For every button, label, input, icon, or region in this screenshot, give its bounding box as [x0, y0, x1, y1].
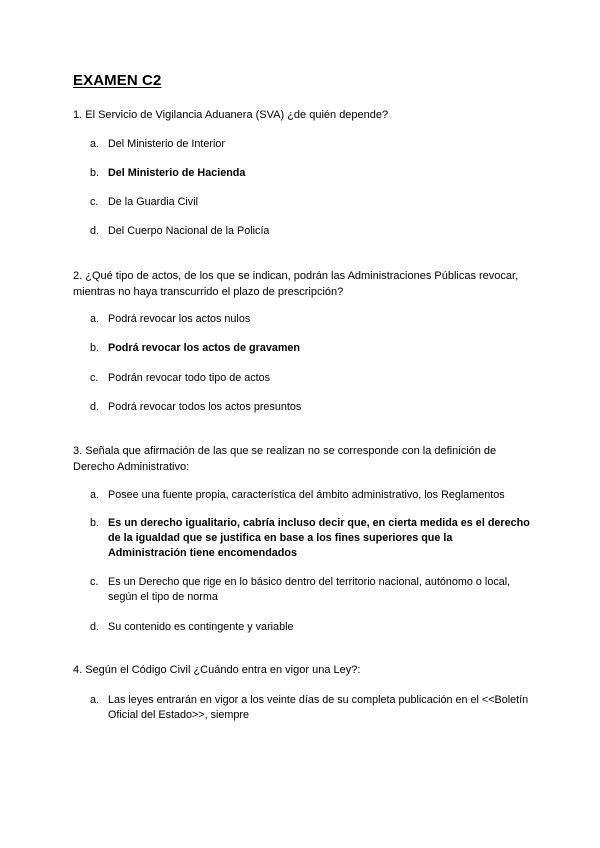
- option-text: Podrá revocar los actos nulos: [108, 313, 251, 325]
- option-letter: d.: [90, 225, 100, 237]
- question-3-text: 3. Señala que afirmación de las que se realizan no se corresponde con la definición de Derecho Administrativo:: [73, 445, 497, 473]
- question-3-option-b: [90, 516, 530, 561]
- option-text: Posee una fuente propia, característica del ámbito administrativo, los Reglamentos: [108, 489, 505, 501]
- question-1-option-b: [90, 166, 530, 181]
- option-text: Del Ministerio de Hacienda: [108, 167, 246, 179]
- option-letter: a.: [90, 313, 100, 325]
- option-letter: b.: [90, 167, 100, 179]
- exam-title: EXAMEN C2: [73, 72, 162, 89]
- option-letter: c.: [90, 372, 99, 384]
- option-letter: a.: [90, 138, 100, 150]
- question-1-option-d: [90, 224, 530, 239]
- option-letter: c.: [90, 196, 99, 208]
- question-1-option-c: [90, 195, 530, 210]
- question-3-option-d: [90, 620, 530, 635]
- option-text: Podrá revocar los actos de gravamen: [108, 342, 301, 354]
- question-2-option-c: [90, 371, 530, 386]
- option-letter: a.: [90, 694, 100, 706]
- option-text: Es un Derecho que rige en lo básico dentro del territorio nacional, autónomo o local, según el tipo de norma: [108, 576, 511, 603]
- question-4-option-a: [90, 693, 530, 723]
- option-letter: b.: [90, 342, 100, 354]
- option-text: Podrá revocar todos los actos presuntos: [108, 401, 302, 413]
- question-2-text: 2. ¿Qué tipo de actos, de los que se indican, podrán las Administraciones Públicas revocar, mientras no haya transcurrido el plazo de prescripción?: [73, 270, 519, 298]
- option-letter: b.: [90, 517, 100, 529]
- option-letter: c.: [90, 576, 99, 588]
- option-text: Podrán revocar todo tipo de actos: [108, 372, 271, 384]
- question-1-option-a: [90, 137, 530, 152]
- question-3-option-c: [90, 575, 530, 605]
- question-3-option-a: [90, 488, 530, 503]
- question-2-option-a: [90, 312, 530, 327]
- question-1-text: 1. El Servicio de Vigilancia Aduanera (SVA) ¿de quién depende?: [73, 109, 389, 121]
- option-letter: d.: [90, 401, 100, 413]
- option-text: Del Cuerpo Nacional de la Policía: [108, 225, 270, 237]
- question-4-text: 4. Según el Código Civil ¿Cuándo entra en vigor una Ley?:: [73, 664, 361, 676]
- option-text: Del Ministerio de Interior: [108, 138, 226, 150]
- option-letter: d.: [90, 621, 100, 633]
- question-2-option-b: [90, 341, 530, 356]
- question-2-option-d: [90, 400, 530, 415]
- option-text: Es un derecho igualitario, cabría incluso decir que, en cierta medida es el derecho de la igualdad que se justifica en base a los fines superiores que la Administración tiene encomendados: [108, 517, 530, 559]
- option-text: De la Guardia Civil: [108, 196, 199, 208]
- option-text: Su contenido es contingente y variable: [108, 621, 294, 633]
- option-letter: a.: [90, 489, 100, 501]
- option-text: Las leyes entrarán en vigor a los veinte días de su completa publicación en el <<Boletín Oficial del Estado>>, siempre: [108, 694, 529, 721]
